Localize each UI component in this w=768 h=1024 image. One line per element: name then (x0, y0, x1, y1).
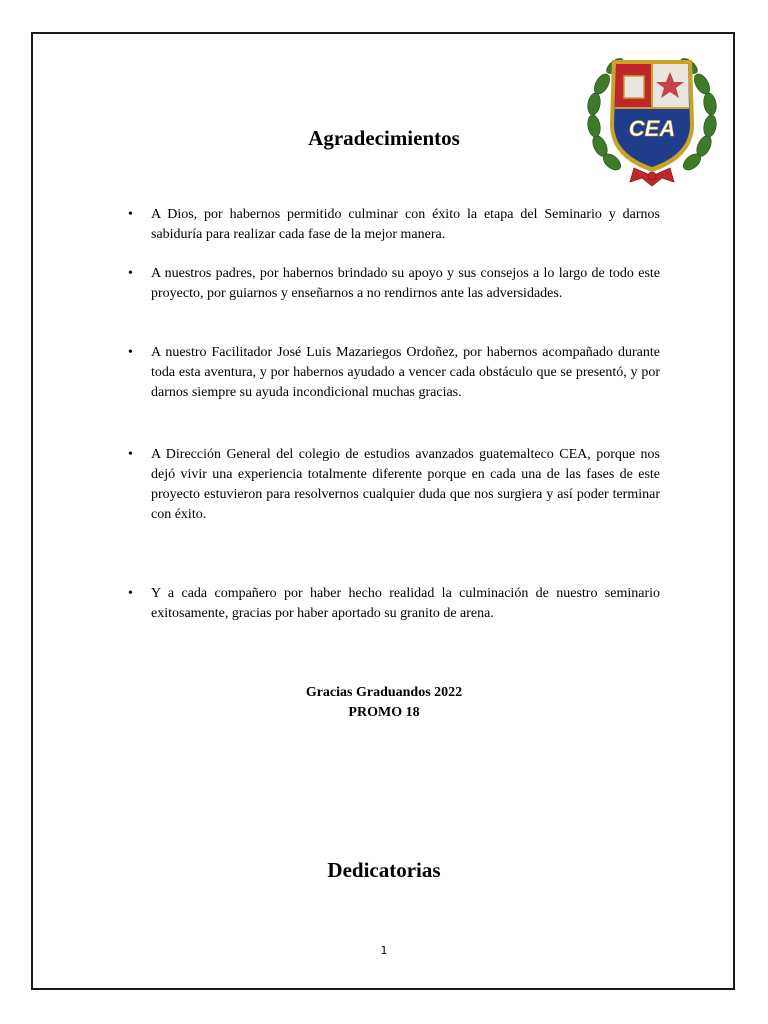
acknowledgements-list (122, 205, 660, 624)
page-number: 1 (380, 944, 388, 957)
list-item: • A nuestros padres, por habernos brindado su apoyo y sus consejos a lo largo de todo este proyecto, por guiarnos y enseñarnos a no rendirnos ante las adversidades. (122, 264, 660, 304)
list-item: • Y a cada compañero por haber hecho realidad la culminación de nuestro seminario exitosamente, gracias por haber aportado su granito de arena. (122, 584, 660, 624)
closing-line: Gracias Graduandos 2022 (305, 685, 463, 700)
school-crest-logo (582, 46, 722, 188)
closing-signature (0, 683, 768, 723)
list-item: • A Dirección General del colegio de estudios avanzados guatemalteco CEA, porque nos dejó vivir una experiencia totalmente diferente porque en cada una de las fases de este proyecto estuvieron para resolvernos cualquier duda que nos surgiera y así poder terminar con éxito. (122, 445, 660, 525)
list-item: • A nuestro Facilitador José Luis Mazariegos Ordoñez, por habernos acompañado durante toda esta aventura, y por habernos ayudado a vencer cada obstáculo que se presentó, y por darnos siempre su ayuda incondicional muchas gracias. (122, 343, 660, 403)
closing-line: PROMO 18 (348, 705, 420, 720)
svg-text:CEA: CEA (628, 116, 676, 141)
list-item: • A Dios, por habernos permitido culminar con éxito la etapa del Seminario y darnos sabiduría para realizar cada fase de la mejor manera. (122, 205, 660, 245)
section-title: Dedicatorias (327, 858, 441, 882)
page-title: Agradecimientos (308, 126, 460, 150)
